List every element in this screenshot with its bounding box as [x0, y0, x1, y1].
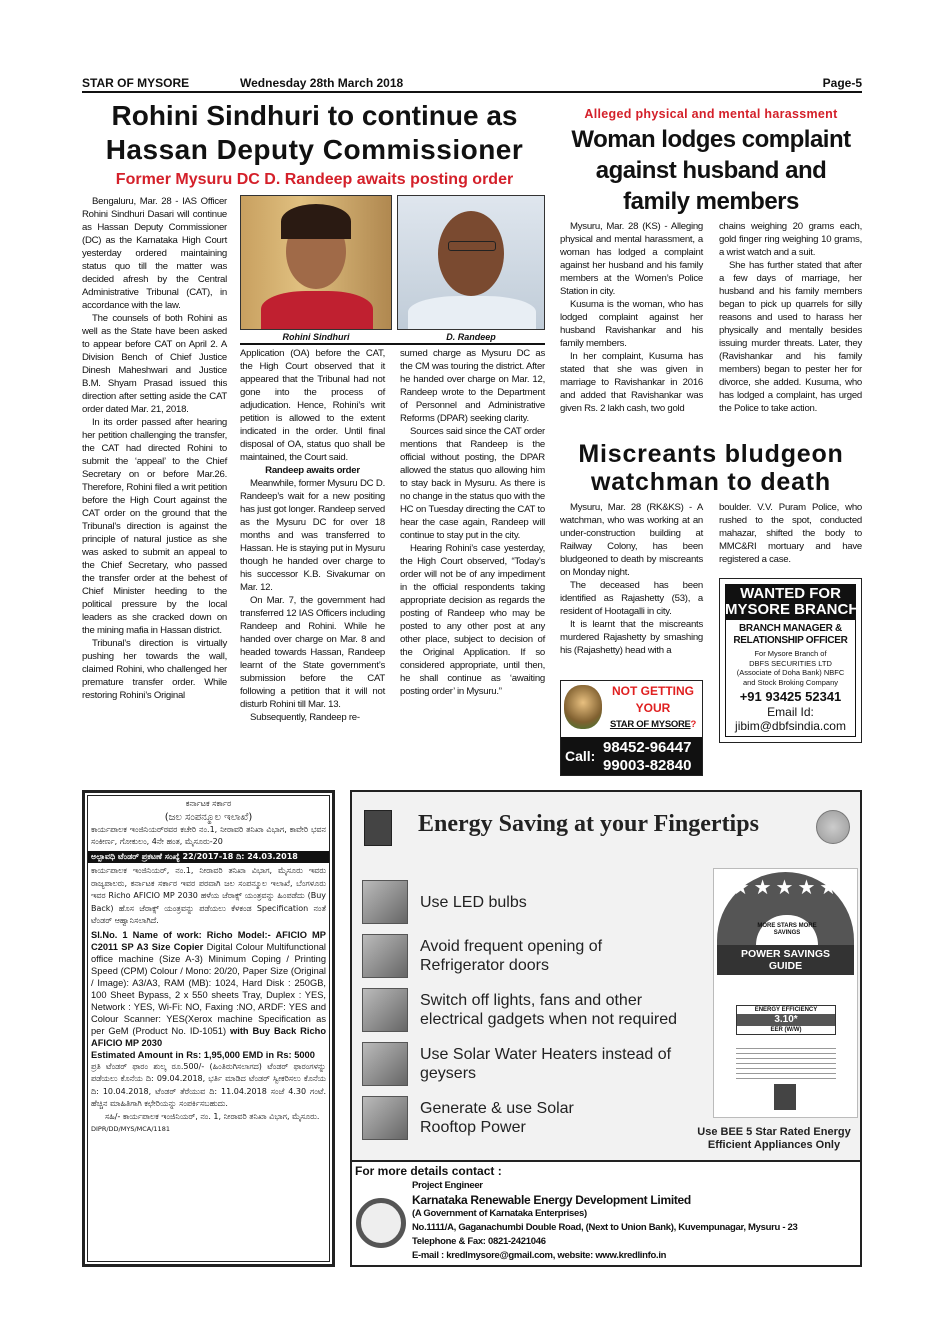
article2-kicker: Alleged physical and mental harassment [584, 107, 838, 121]
photo-caption: D. Randeep [446, 332, 496, 342]
phone-number: 98452-96447 [603, 739, 692, 756]
paragraph: Subsequently, Randeep re- [250, 712, 360, 723]
gov-name: ಕರ್ನಾಟಕ ಸರ್ಕಾರ [185, 799, 232, 808]
ad-line: NOT GETTING [612, 684, 694, 698]
ad-line: YOUR [635, 701, 671, 715]
contact-line: Telephone & Fax: 0821-2421046 [412, 1236, 546, 1247]
paragraph: boulder. V.V. Puram Police, who rushed to the spot, conducted mahazar, shifted the body to MMC&RI mortuary and have registered a case. [719, 502, 862, 565]
bee-note: Use BEE 5 Star Rated Energy Efficient Appliances Only [697, 1126, 851, 1151]
bee-logo-icon [364, 810, 392, 846]
header-rule [82, 91, 862, 93]
contact-line: (A Government of Karnataka Enterprises) [412, 1208, 587, 1219]
headline-line: against husband and [595, 157, 827, 184]
paragraph: In her complaint, Kusuma has stated that she was given in marriage to Ravishankar in 2016 and added that Ravishankar was given Rs. 2 lakh cash, two gold [560, 351, 703, 414]
ad-text: (Associate of Doha Bank) NBFC [736, 668, 845, 677]
article3-col1 [560, 501, 703, 657]
article1-col3 [400, 347, 545, 698]
contact-line: No.1111/A, Gaganachumbi Double Road, (Next to Union Bank), Kuvempunagar, Mysuru - 23 [412, 1222, 798, 1233]
tip-text: Generate & use Solar Rooftop Power [420, 1100, 574, 1136]
paragraph: chains weighing 20 grams each, gold finger ring weighing 10 grams, a wrist watch and a suit. [719, 221, 862, 258]
masthead-name: STAR OF MYSORE [82, 76, 190, 90]
photo-d-randeep [397, 195, 545, 330]
mascot-icon [564, 685, 602, 729]
contact-line: E-mail : kredlmysore@gmail.com, website: www.kredlinfo.in [412, 1250, 667, 1261]
paragraph: In its order passed after hearing her petition challenging the transfer, the CAT had directed Rohini to submit the ‘appeal’ to the Chief Secretary on or before Mar.26. Therefore, Rohini filed a writ petition before the High Court against the CAT order on the ground that the Tribunal’s direction is against the principle of natural justice as she was asked to submit an appeal to the Chief Secretary, who passed the transfer order at the behest of Chief Minister heeding to the political pressure by the local leaders as she cracked down on the mining mafia in Hassan district. [82, 417, 227, 636]
work-name: Sl.No. 1 Name of work: Richo Model:- AFICIO MP C2011 SP A3 Size Copier [91, 929, 326, 952]
paragraph: Mysuru, Mar. 28 (RK&KS) - A watchman, who was working at an under-construction building at Railway Colony, has been bludgeoned to death by miscreants on Monday night. [560, 502, 703, 578]
tip-text: Use Solar Water Heaters instead of geysers [420, 1046, 672, 1082]
paragraph: The deceased has been identified as Rajashetty (53), a resident of Hootagalli in city. [560, 580, 703, 617]
paragraph: It is learnt that the miscreants murdered Rajashetty by smashing his (Rajashetty) head with a [560, 619, 703, 656]
paragraph: Bengaluru, Mar. 28 - IAS Officer Rohini Sindhuri Dasari will continue as Hassan Deputy Commissioner (DC) as the Karnataka High Court yesterday ordered maintaining status quo till the matter was decided afresh by the Central Administrative Tribunal (CAT), in accordance with the law. [82, 196, 227, 311]
headline-line: watchman to death [590, 468, 832, 496]
contact-box [352, 1160, 860, 1265]
caption-rule [240, 343, 545, 345]
tender-notice-ad [82, 790, 335, 1267]
article1-col1 [82, 195, 227, 702]
reference-number: DIPR/DD/MYS/MCA/1181 [91, 1125, 170, 1133]
photo-rohini-sindhuri [240, 195, 392, 330]
tender-dates: ಪ್ರತಿ ಟೆಂಡರ್ ಫಾರಂ ಶುಲ್ಕ ರೂ.500/- (ಹಿಂತಿರುಗಿಸಲಾಗದ) ಟೆಂಡರ್ ಫಾರಂಗಳನ್ನು ಪಡೆಯಲು ಕೊನೆಯ ದಿ: 09.04.2018, ಭರ್ತಿ ಮಾಡಿದ ಟೆಂಡರ್ ಸ್ವೀಕರಿಸಲು ಕೊನೆಯ ದಿ: 10.04.2018, ಟೆಂಡರ್ ತೆರೆಯುವ ದಿ: 11.04.2018 ಸಂಜೆ 4.30 ಗಂಟೆ. ಹೆಚ್ಚಿನ ಮಾಹಿತಿಗಾಗಿ ಕಛೇರಿಯನ್ನು ಸಂಪರ್ಕಿಸಬಹುದು. [91, 1061, 326, 1108]
paragraph: On Mar. 7, the government had transferred 12 IAS Officers including Randeep and Rohini. While he handed over charge on Mar. 8 and headed towards Hassan, Randeep learnt of the State government’s submission before the CAT following a petition that it will not disturb Rohini till Mar. 13. [240, 595, 385, 710]
solar-water-heater-icon [362, 1042, 408, 1086]
headline-line: Miscreants bludgeon [578, 440, 844, 468]
page-number: Page-5 [822, 76, 862, 90]
paragraph: Tribunal’s direction is virtually pushing her towards the wall, claimed Rohini, who challenged her premature transfer order. While restoring Rohini’s Original [82, 638, 227, 701]
paragraph: sumed charge as Mysuru DC as the CM was touring the district. After he handed over charge on Mar. 12, Randeep wrote to the Department of Personnel and Administrative Reforms (DPAR) seeking clarity. [400, 348, 545, 424]
headline-line: family members [623, 188, 799, 215]
tip-text: Use LED bulbs [420, 893, 527, 911]
office-address: ಕಾರ್ಯಪಾಲಕ ಇಂಜಿನಿಯರ್‌ರವರ ಕಚೇರಿ ನಂ.1, ನೀರಾವರಿ ತನಿಖಾ ವಿಭಾಗ, ಕಾವೇರಿ ಭವನ ಸಂಕೀರ್ಣ, ಗೋಕುಲಂ, 4ನೇ ಹಂತ, ಮೈಸೂರು-20 [91, 824, 326, 846]
label-eer: EER (W/W) [770, 1027, 802, 1033]
work-spec: Digital Colour Multifunctional office machine (Size A-3) Minimum Coping / Printing Speed (CPM) Colour / Mono: 20/20, Paper Size (Original / Image): A3/A3, RAM (MB): 1024, Hard Disk : 250GB, 100 Sheet Bypass, 2 x 550 sheets Tray, Duplex : YES, Network : YES, Wi-Fi: NO, Faxing :NO, ARDF: YES and Colour Scanner: YES(Xerox machine Specification as per GeM (Product No. ID-1051) [91, 941, 326, 1036]
article1-subhead: Former Mysuru DC D. Randeep awaits posting order [115, 171, 514, 188]
refrigerator-icon [362, 934, 408, 978]
notice-number-bar: ಅಲ್ಪಾವಧಿ ಟೆಂಡರ್ ಪ್ರಕಟಣೆ ಸಂಖ್ಯೆ 22/2017-18 ದಿ: 24.03.2018 [88, 851, 329, 864]
issue-date: Wednesday 28th March 2018 [240, 76, 404, 90]
ad-line: STAR OF MYSORE [609, 719, 691, 730]
star-icons: ★★★★★ [731, 877, 842, 899]
paragraph: Hearing Rohini’s case yesterday, the High Court observed, “Today’s order will not be of any impediment in the official respondents taking appropriate decision as regards the posting of Randeep who may be posted to any other post at any other place, subject to decision of the Original Application. If so considered appropriate, until then, he shall continue as ‘awaiting posting order’ in Mysuru.” [400, 543, 545, 697]
paragraph: Mysuru, Mar. 28 (KS) - Alleging physical and mental harassment, a woman has lodged a complaint against her husband and his family members at the Women’s Police Station in city. [560, 221, 703, 297]
phone-number: 99003-82840 [603, 757, 692, 774]
kredl-logo-icon [356, 1198, 406, 1248]
wanted-ad [719, 578, 862, 743]
article2-col1 [560, 220, 703, 415]
tip-item [362, 1042, 690, 1086]
ad-title: MYSORE BRANCH [725, 601, 860, 618]
tip-text: Switch off lights, fans and other electrical gadgets when not required [420, 992, 678, 1028]
ad-text: and Stock Broking Company [742, 677, 839, 687]
contact-line: Karnataka Renewable Energy Development Limited [412, 1193, 691, 1207]
tip-item [362, 988, 708, 1032]
tip-text: Avoid frequent opening of Refrigerator doors [420, 938, 603, 974]
signature: ಸಹಿ/- ಕಾರ್ಯಪಾಲಕ ಇಂಜಿನಿಯರ್, ನಂ. 1, ನೀರಾವರಿ ತನಿಖಾ ವಿಭಾಗ, ಮೈಸೂರು. [105, 1111, 320, 1121]
ad-email: jibim@dbfsindia.com [735, 719, 846, 733]
call-label: Call: [565, 748, 596, 764]
tip-item [362, 1096, 620, 1140]
label-ee: ENERGY EFFICIENCY [754, 1007, 818, 1013]
article2-col2 [719, 220, 862, 415]
ad-text: DBFS SECURITIES LTD [749, 658, 832, 668]
label-value: 3.10* [737, 1014, 835, 1026]
solar-panel-icon [362, 1096, 408, 1140]
article3-col2 [719, 501, 862, 566]
headline-line: Woman lodges complaint [571, 126, 851, 153]
tender-intro: ಕಾರ್ಯಪಾಲಕ ಇಂಜಿನಿಯರ್, ನಂ.1, ನೀರಾವರಿ ತನಿಖಾ ವಿಭಾಗ, ಮೈಸೂರು ಇವರು ರಾಜ್ಯಪಾಲರು, ಕರ್ನಾಟಕ ಸರ್ಕಾರ ಇವರ ಪರವಾಗಿ ಜಲ ಸಂಪನ್ಮೂಲ ಇಲಾಖೆ, ಬೆಂಗಳೂರು ಇವರ Richo AFICIO MP 2030 ಹಳೆಯ ಜೆರಾಕ್ಸ್ ಯಂತ್ರವನ್ನು ಹಿಂಪಡೆದು (Buy Back) ಹೊಸ ಜೆರಾಕ್ಸ್ ಯಂತ್ರವನ್ನು ಪಡೆಯಲು ಕೆಳಕಂಡ Specification ನಂತೆ ಟೆಂಡರ್ ಆಹ್ವಾನಿಸಲಾಗಿದೆ. [91, 866, 326, 925]
article1-headline-2: Hassan Deputy Commissioner [105, 134, 524, 165]
circulation-ad [560, 680, 703, 776]
ad-email-label: Email Id: [767, 705, 814, 719]
estimated-amount: Estimated Amount in Rs: 1,95,000 EMD in Rs: 5000 [91, 1049, 315, 1060]
article1-col2 [240, 347, 385, 724]
light-switch-icon [362, 988, 408, 1032]
contact-label: For more details contact : [355, 1164, 502, 1178]
ad-phone: +91 93425 52341 [739, 689, 842, 704]
led-bulb-icon [362, 880, 408, 924]
ad-role: BRANCH MANAGER & RELATIONSHIP OFFICER [733, 623, 848, 646]
photo-caption: Rohini Sindhuri [282, 332, 350, 342]
paragraph: Meanwhile, former Mysuru DC D. Randeep’s wait for a new positing has just got longer. Randeep served as the Mysuru DC for over 18 months and was transferred to Hassan. He is staying put in Mysuru though he handed over charge to his successor K.B. Sivakumar on Mar. 12. [240, 478, 385, 593]
paragraph: Sources said since the CAT order mentions that Randeep is the official without posting, the DPAR allowed the status quo allowing him to stay back in Mysuru. As there is no change in the status quo with the HC on Tuesday directing the CAT to hear the case again, Randeep will continue to stay put in the city. [400, 426, 545, 541]
ad-text: For Mysore Branch of [754, 649, 827, 658]
contact-line: Project Engineer [412, 1180, 483, 1191]
ad-q: ? [690, 719, 697, 730]
dept-name: (ಜಲ ಸಂಪನ್ಮೂಲ ಇಲಾಖೆ) [164, 811, 253, 823]
label-guide: POWER SAVINGS GUIDE [717, 945, 854, 975]
label-top: MORE STARS MORE SAVINGS [756, 915, 818, 945]
paragraph: Application (OA) before the CAT, the High Court observed that it appeared that the Tribunal had not gone into the process of adjudication. Hence, Rohini’s writ petition is allowed to the extent indicated in the order. Until final disposal of OA, status quo shall be maintained, the Court said. [240, 348, 385, 463]
paragraph: She has further stated that after a few days of marriage, her husband and his family members began to pick up quarrels for silly reasons and used to harass her physically and mentally besides issuing murder threats. Later, they (Ravishankar and his family members) began to pester her for divorce, she added. Kusuma, who has lodged a complaint, has urged the Police to take action. [719, 260, 862, 414]
paragraph: The counsels of both Rohini as well as the State have been asked to appear before CAT on April 2. A Division Bench of Chief Justice Dinesh Maheshwari and Justice B.M. Shyam Prasad issued this direction after setting aside the CAT order dated Mar. 21, 2018. [82, 313, 227, 415]
subheading: Randeep awaits order [265, 465, 360, 476]
ad-title: Energy Saving at your Fingertips [418, 811, 759, 837]
paragraph: Kusuma is the woman, who has lodged complaint against her husband Ravishankar and his family members. [560, 299, 703, 349]
buyback: with Buy Back Richo AFICIO MP 2030 [91, 1025, 326, 1048]
article3-headline [558, 440, 864, 496]
tip-item [362, 934, 650, 978]
karnataka-emblem-icon [816, 810, 850, 844]
article2-headline [555, 124, 867, 217]
star-label-graphic [713, 868, 858, 1118]
article1-headline-1: Rohini Sindhuri to continue as [111, 100, 518, 131]
ad-title: WANTED FOR [740, 585, 841, 602]
tip-item [362, 880, 527, 924]
